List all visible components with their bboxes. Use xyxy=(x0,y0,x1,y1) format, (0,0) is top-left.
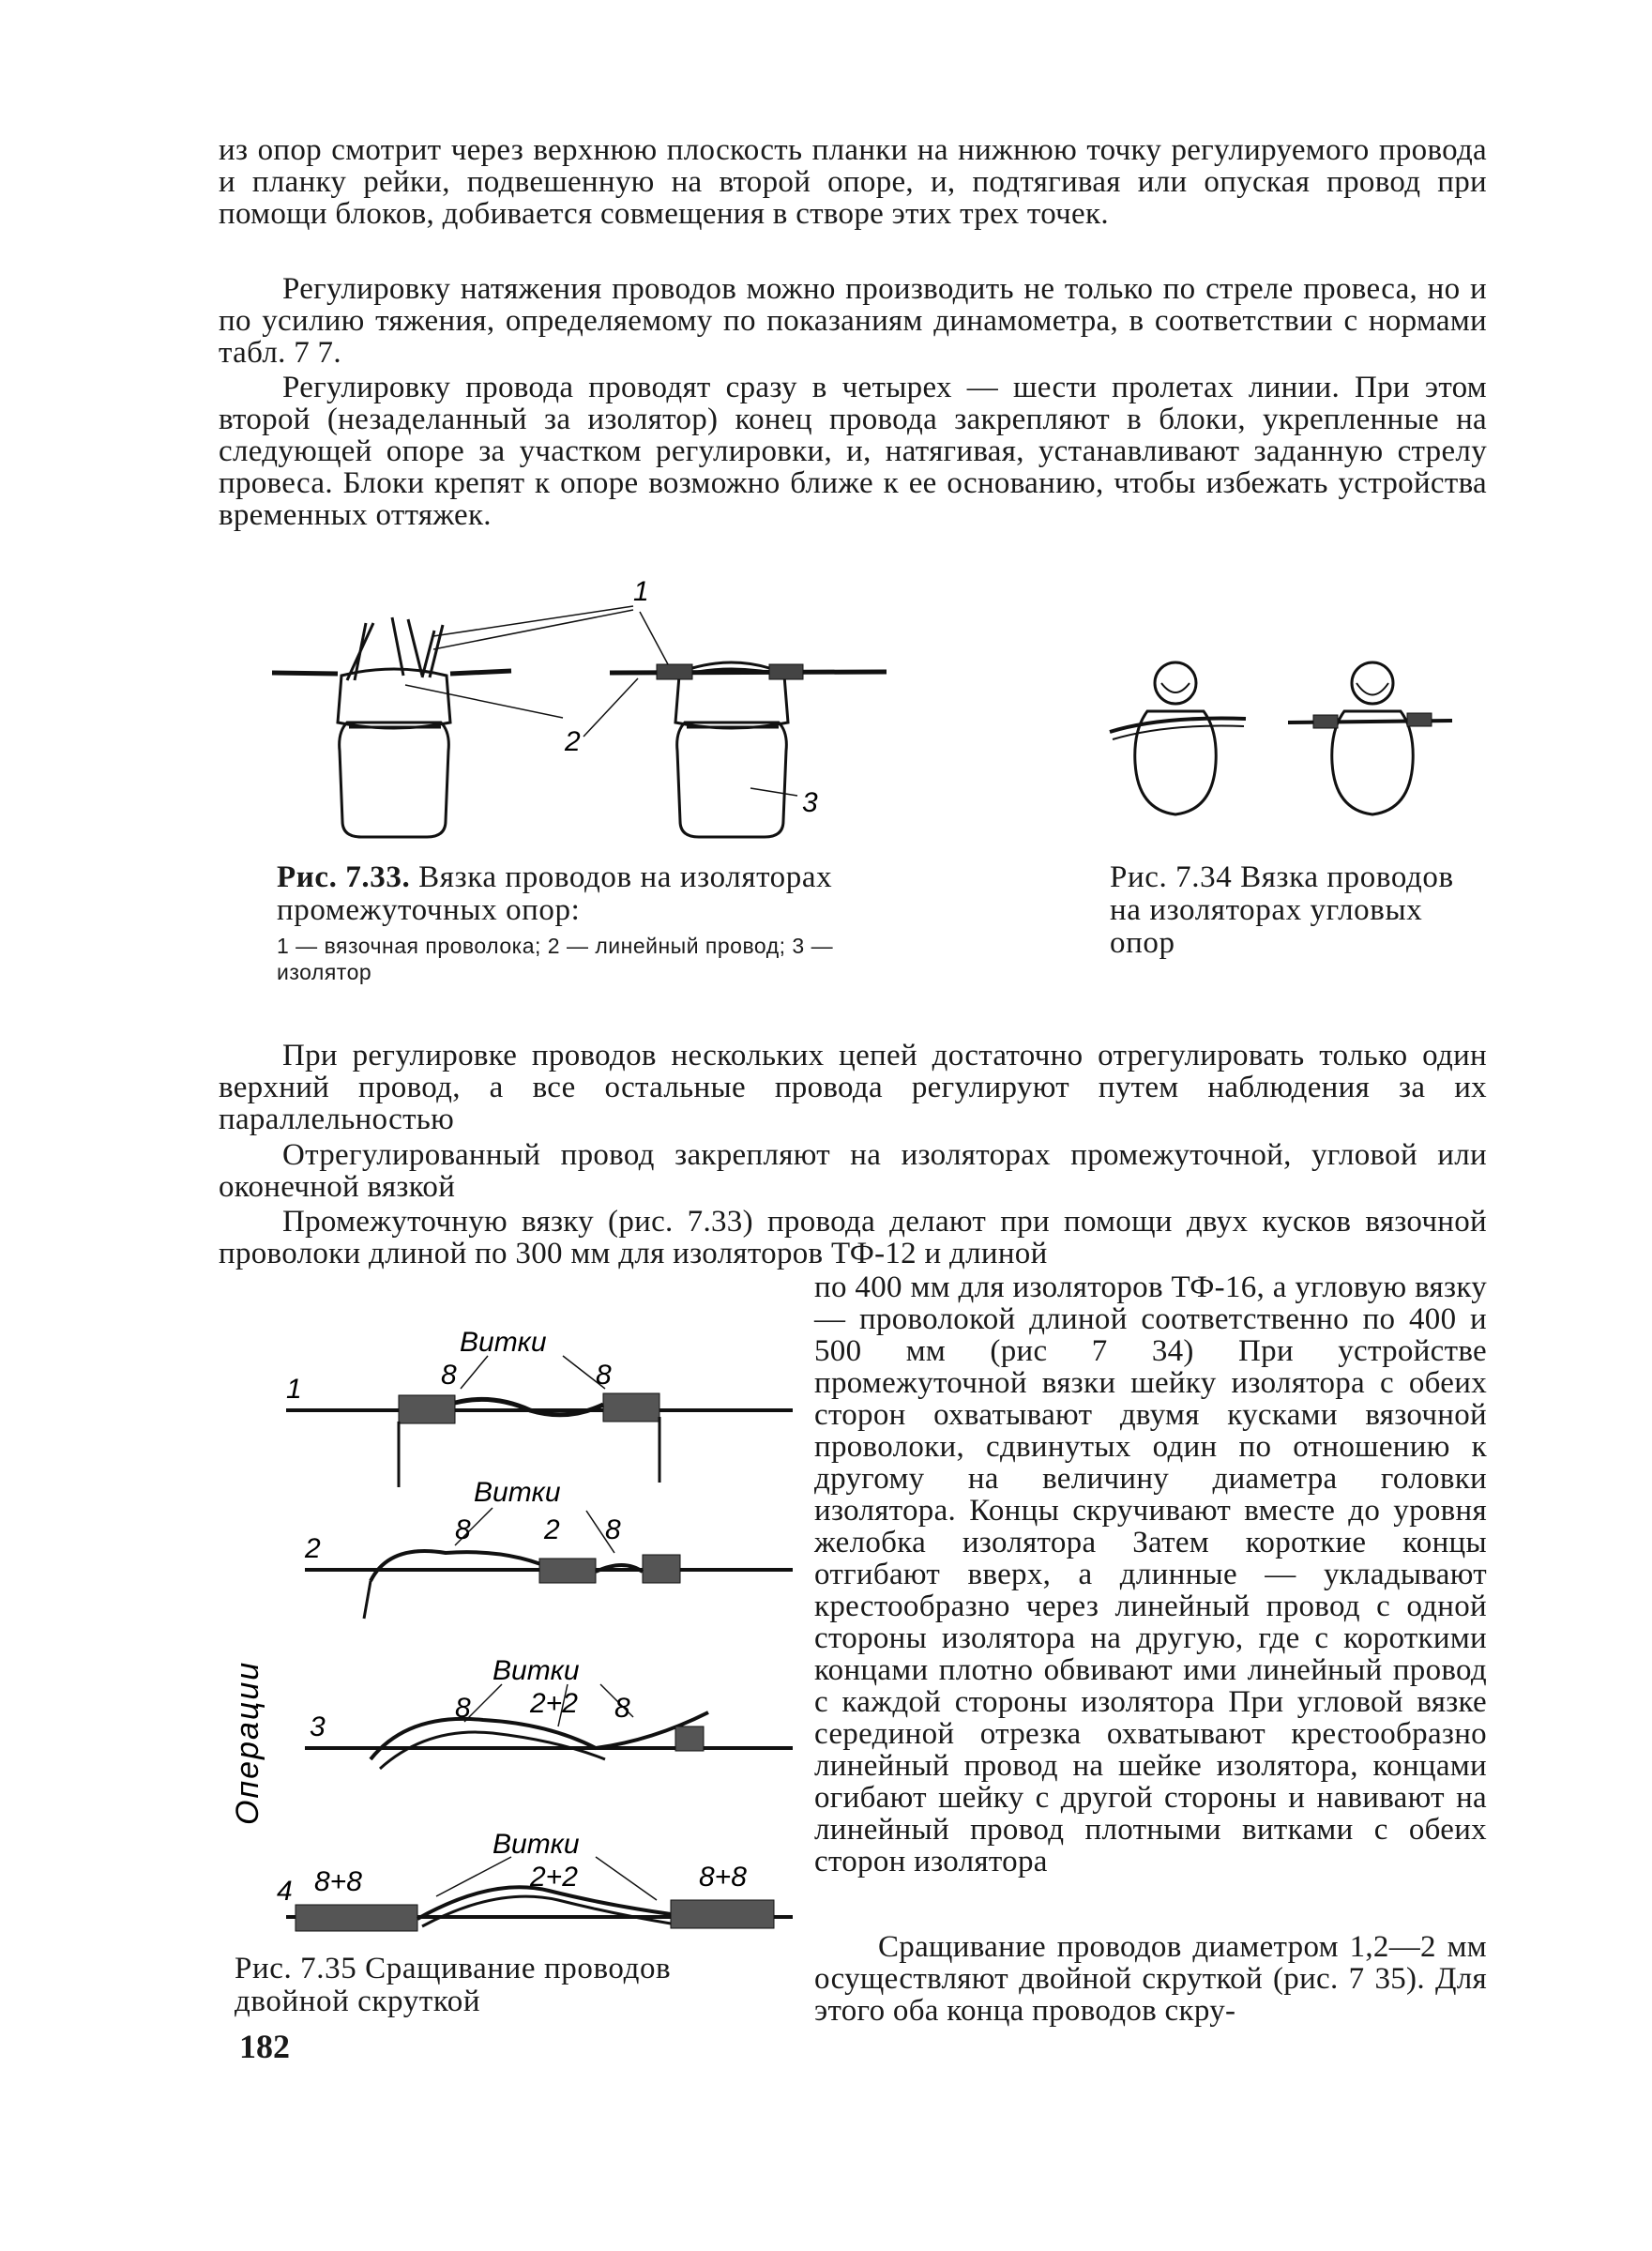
figure-7-34-caption xyxy=(1110,861,1466,960)
paragraph-1: из опор смотрит через верхнюю плоскость планки на нижнюю точку регулируемого провода и планку рейки, подвешенную на второй опоре, и, подтягивая или опуская провод при помощи блоков, добивается совмещения в створе этих трех точек. xyxy=(219,133,1487,231)
fig733-label-2: 2 xyxy=(565,726,581,757)
fig735-title: Рис. 7.35 Сращивание проводов двойной скруткой xyxy=(235,1952,672,2018)
line-wire-right xyxy=(610,672,887,673)
fig735-vitki-1: Витки xyxy=(460,1327,547,1358)
fig733-label-1: 1 xyxy=(633,576,649,607)
fig735-op4-n8p8-right: 8+8 xyxy=(699,1862,747,1893)
fig735-side-label: Операции xyxy=(230,1660,265,1825)
paragraph-7: Сращивание проводов диаметром 1,2—2 мм осуществляют двойной скруткой (рис. 7 35). Для этого оба конца проводов скру- xyxy=(814,1930,1487,2028)
paragraph-4: При регулировке проводов нескольких цепей достаточно отрегулировать только один верхний провод, а все остальные провода регулируют путем наблюдения за их параллельностью xyxy=(219,1039,1487,1136)
fig733-title-rest: Вязка проводов на изоляторах промежуточных опор: xyxy=(277,860,833,927)
fig735-vitki-2: Витки xyxy=(474,1477,561,1508)
insulator-left xyxy=(340,722,449,837)
paragraph-6a: Промежуточную вязку (рис. 7.33) провода делают при помощи двух кусков вязочной проволоки длиной по 300 мм для изоляторов ТФ-12 и длиной xyxy=(219,1205,1487,1270)
fig734-title: Рис. 7.34 Вязка проводов на изоляторах угловых опор xyxy=(1110,860,1454,960)
figure-7-35-caption xyxy=(235,1953,779,2018)
page-number: 182 xyxy=(239,2028,290,2065)
fig735-op1-n8-right: 8 xyxy=(596,1360,612,1391)
fig735-vitki-4: Витки xyxy=(493,1829,580,1860)
insulator-right xyxy=(677,722,787,837)
figure-7-33-caption xyxy=(277,861,863,985)
line-wire-left xyxy=(272,671,511,674)
figure-7-34-drawing xyxy=(1105,646,1462,833)
fig735-vitki-3: Витки xyxy=(493,1655,580,1686)
fig735-op3-n2p2: 2+2 xyxy=(530,1688,578,1719)
fig735-op3: 3 xyxy=(310,1711,326,1742)
fig735-op3-n8-left: 8 xyxy=(455,1693,471,1724)
fig735-op2-n2: 2 xyxy=(544,1514,560,1545)
fig733-title-bold: Рис. 7.33. xyxy=(277,860,411,894)
figure-7-35-drawing xyxy=(230,1300,811,1956)
fig735-op2-n8-left: 8 xyxy=(455,1514,471,1545)
fig733-label-3: 3 xyxy=(802,787,818,818)
figure-7-33-drawing xyxy=(263,576,901,844)
fig733-legend: 1 — вязочная проволока; 2 — линейный провод; 3 — изолятор xyxy=(277,934,834,984)
fig735-op4-n2p2: 2+2 xyxy=(530,1862,578,1893)
fig735-op1-n8-left: 8 xyxy=(441,1360,457,1391)
fig735-op2: 2 xyxy=(305,1533,321,1564)
fig735-op4-n8p8-left: 8+8 xyxy=(314,1866,362,1897)
paragraph-2: Регулировку натяжения проводов можно производить не только по стреле провеса, но и по усилию тяжения, определяемому по показаниям динамометра, в соответствии с нормами табл. 7 7. xyxy=(219,272,1487,370)
paragraph-5: Отрегулированный провод закрепляют на изоляторах промежуточной, угловой или оконечной вязкой xyxy=(219,1138,1487,1204)
paragraph-6b: по 400 мм для изоляторов ТФ-16, а угловую вязку — проволокой длиной соответственно по 400 и 500 мм (рис 7 34) При устройстве промежуточной вязки шейку изолятора с обеих сторон охватывают двумя кусками вязочной проволоки, сдвинутых один по отношению к другому на величину диаметра головки изолятора. Концы скручивают вместе до уровня желобка изолятора Затем короткие концы отгибают вверх, а длинные — укладывают крестообразно через линейный провод с одной стороны изолятора на другую, где с короткими концами плотно обвивают ими линейный провод с каждой стороны изолятора При угловой вязке серединой отрезка охватывают крестообразно линейный провод на шейке изолятора, концами огибают шейку с другой стороны и навивают на линейный провод плотными витками с обеих сторон изолятора xyxy=(814,1270,1487,1878)
paragraph-3: Регулировку провода проводят сразу в четырех — шести пролетах линии. При этом второй (незаделанный за изолятор) конец провода закрепляют в блоки, укрепленные на следующей опоре за участком регулировки, и, натягивая, устанавливают заданную стрелу провеса. Блоки крепят к опоре возможно ближе к ее основанию, чтобы избежать устройства временных оттяжек. xyxy=(219,371,1487,532)
fig735-op3-n8-right: 8 xyxy=(614,1693,630,1724)
fig735-op1: 1 xyxy=(286,1374,302,1405)
fig735-op4: 4 xyxy=(277,1876,293,1907)
fig735-op2-n8-right: 8 xyxy=(605,1514,621,1545)
